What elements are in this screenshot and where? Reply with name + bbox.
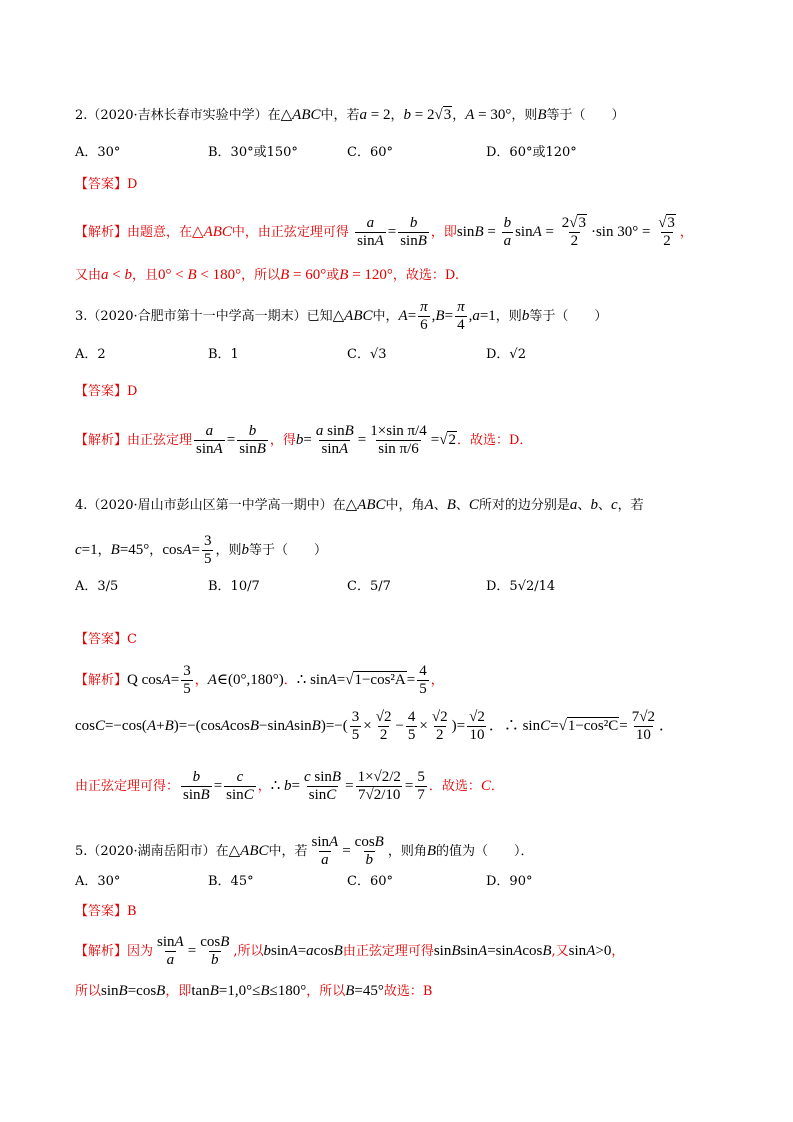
q3-option-c: C．√3: [347, 347, 387, 362]
q5-option-d: D．90°: [486, 874, 533, 889]
q3-analysis-line1: 【解析】由正弦定理 $\frac{a}{\sin A}$ = $\frac{b}{\sin B}$ ，得b= $\frac{\text{a sinB}}{\sin A}$ = $\frac{\text{1×sin π/4}}{\text{sin π/6}}$ =√2．故选：D．: [75, 423, 533, 457]
q5-answer: [75, 905, 137, 918]
analysis-label: 【解析】: [75, 433, 128, 448]
answer-value: D: [127, 384, 138, 399]
answer-label: 【答案】: [75, 904, 128, 919]
q2-option-b: B．30°或150°: [208, 145, 298, 160]
q5-analysis-line1: 【解析】因为 $\frac{\sin A}{a}$ = $\frac{\cos B}{b}$ ,所以bsinA=acosB由正弦定理可得sinBsinA=sinAcosB,又sinA>0，: [75, 934, 625, 968]
q2-option-d: D．60°或120°: [486, 145, 577, 160]
q2-analysis-line2: 又由a < b，且0° < B < 180°，所以B = 60°或B = 120°，故选：D.: [75, 267, 460, 283]
q3-stem: 3.（2020·合肥市第十一中学高一期末）已知△ABC中，A= $\frac{\pi}{6}$ ,B= $\frac{\pi}{4}$ ,a=1，则b等于（ ）: [75, 299, 608, 333]
q5-option-b: B．45°: [208, 874, 254, 889]
q2-option-c: C．60°: [347, 145, 393, 160]
analysis-label: 【解析】: [75, 673, 128, 688]
q4-stem-line2: c=1，B=45°，cosA= $\frac{3}{5}$ ，则b等于（ ）: [75, 533, 327, 567]
q5-stem: 5.（2020·湖南岳阳市）在△ABC中，若 $\frac{\sin A}{a}$ = $\frac{\cos B}{b}$ ，则角B的值为（ ）．: [75, 834, 534, 868]
q3-answer: [75, 385, 137, 398]
q3-option-b: B．1: [208, 347, 239, 362]
q4-analysis-line3: 由正弦定理可得： $\frac{b}{\sin B}$ = $\frac{c}{\sin C}$ ，∴ b= $\frac{\text{c sinB}}{\sin C}$ = $\frac{1\times√2/2}{7√2/10}$ = $\frac{5}{7}$ ．故选：C．: [75, 769, 504, 803]
q2-stem: 2.（2020·吉林长春市实验中学）在△ABC中，若a = 2，b = 2√3，A = 30°，则B等于（ ）: [75, 107, 625, 123]
answer-label: 【答案】: [75, 384, 128, 399]
answer-label: 【答案】: [75, 177, 128, 192]
q4-option-c: C．5/7: [347, 579, 391, 594]
answer-value: D: [127, 177, 138, 192]
q5-option-c: C．60°: [347, 874, 393, 889]
q4-analysis-line1: 【解析】Q cosA= $\frac{3}{5}$ ，A∈(0°,180°)．∴ sinA=√1−cos²A= $\frac{4}{5}$ ，: [75, 663, 444, 697]
analysis-label: 【解析】: [75, 944, 128, 959]
analysis-label: 【解析】: [75, 225, 128, 240]
q4-option-b: B．10/7: [208, 579, 260, 594]
q5-analysis-line2: 所以sinB=cosB，即tanB=1,0°≤B≤180°，所以B=45°故选：B: [75, 983, 433, 999]
q3-option-d: D．√2: [486, 347, 526, 362]
q4-option-d: D．5√2/14: [486, 579, 556, 594]
q4-analysis-line2: cosC=−cos(A+B)=−(cosAcosB−sinAsinB)=−( $\frac{3}{5}$ × $\frac{√2}{2}$ − $\frac{4}{5}$ × $\frac{√2}{2}$ )= $\frac{√2}{10}$ ．∴ sinC=√1−cos²C= $\frac{7√2}{10}$ ．: [75, 709, 674, 743]
q4-answer: [75, 633, 137, 646]
answer-label: 【答案】: [75, 632, 128, 647]
q2-analysis-line1: 【解析】由题意，在△ABC中，由正弦定理可得 $\frac{a}{\sin A}$ = $\frac{b}{\sin B}$ ，即sinB = $\frac{b}{a}$ sinA = $\frac{2√3}{2}$ ·sin 30° = $\frac{√3}{2}$ ，: [75, 215, 693, 249]
q4-option-a: A．3/5: [75, 579, 119, 594]
q5-option-a: A．30°: [75, 874, 121, 889]
q4-stem-line1: 4.（2020·眉山市彭山区第一中学高一期中）在△ABC中，角A、B、C所对的边分别是a、b、c，若: [75, 497, 644, 513]
answer-value: B: [127, 904, 137, 919]
q2-answer: [75, 178, 137, 191]
q2-option-a: A．30°: [75, 145, 121, 160]
q3-option-a: A．2: [75, 347, 106, 362]
answer-value: C: [127, 632, 137, 647]
